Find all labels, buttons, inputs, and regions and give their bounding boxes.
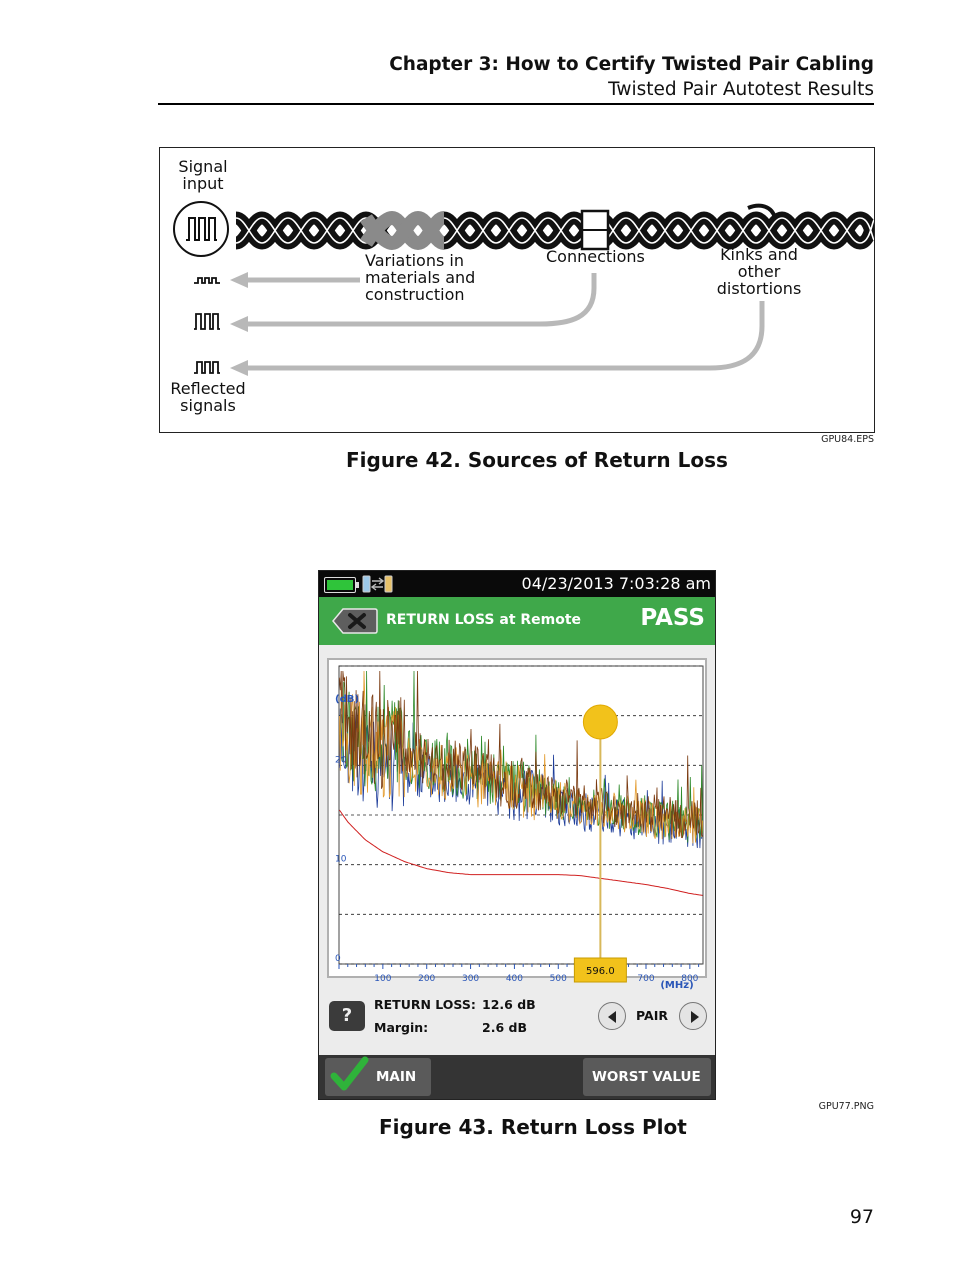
- prev-pair-button[interactable]: [598, 1002, 626, 1030]
- arrow-left-icon: [599, 1003, 627, 1031]
- figure-return-loss-sources: [159, 147, 875, 433]
- x-tick-label: 200: [418, 974, 436, 984]
- page-number: 97: [849, 1206, 874, 1228]
- chapter-title: Chapter 3: How to Certify Twisted Pair Cabling: [389, 54, 874, 75]
- arrowheads: [230, 272, 248, 376]
- back-button[interactable]: [331, 607, 379, 635]
- figure43-file-tag: GPU77.PNG: [818, 1101, 874, 1112]
- main-button[interactable]: MAIN: [325, 1058, 431, 1096]
- connections-label: Connections: [546, 247, 645, 266]
- plot-canvas: [329, 660, 705, 996]
- signal-input-icon: [174, 202, 228, 256]
- battery-icon: [324, 577, 356, 593]
- return-loss-value: 12.6 dB: [482, 997, 536, 1012]
- next-pair-button[interactable]: [679, 1002, 707, 1030]
- pair-label: PAIR: [636, 1008, 668, 1023]
- x-unit-label: (MHz): [660, 980, 694, 991]
- return-loss-label: RETURN LOSS:: [374, 997, 476, 1012]
- cursor-handle: [583, 705, 617, 739]
- variations-label: Variations in materials and construction: [365, 251, 476, 304]
- x-tick-label: 800: [681, 974, 699, 984]
- figure42-file-tag: GPU84.EPS: [821, 434, 874, 445]
- remote-link-icon: [362, 575, 394, 593]
- return-loss-plot[interactable]: [327, 658, 707, 991]
- y-tick-label: 0: [335, 954, 341, 964]
- reflection-arrows: [244, 273, 762, 368]
- reflected-signal-icons: [194, 278, 220, 373]
- help-button[interactable]: ?: [329, 1001, 365, 1031]
- x-tick-label: 300: [461, 974, 480, 984]
- margin-value: 2.6 dB: [482, 1020, 527, 1035]
- y-tick-label: 20: [335, 755, 347, 766]
- date-time: 04/23/2013 7:03:28 am: [521, 574, 711, 593]
- worst-value-button[interactable]: WORST VALUE: [583, 1058, 711, 1096]
- arrow-right-icon: [680, 1003, 708, 1031]
- checkmark-icon: [329, 1054, 369, 1094]
- reflected-signals-label: Reflected signals: [170, 379, 246, 415]
- y-unit-label: (dB): [335, 694, 359, 705]
- x-tick-label: 100: [374, 974, 392, 984]
- title-bar: [319, 597, 715, 645]
- section-title: Twisted Pair Autotest Results: [608, 79, 874, 100]
- twisted-pair-cable: [236, 206, 874, 249]
- pass-status: PASS: [640, 605, 705, 631]
- margin-label: Margin:: [374, 1020, 429, 1035]
- x-tick-label: 500: [549, 974, 567, 984]
- signal-input-label: Signal input: [178, 157, 228, 193]
- y-tick-label: 10: [335, 854, 347, 865]
- softkey-bar: [319, 1055, 715, 1099]
- connector-block: [582, 211, 608, 249]
- kinks-label: Kinks and other distortions: [716, 245, 802, 298]
- status-bar: [319, 571, 715, 597]
- x-tick-label: 700: [637, 974, 655, 984]
- figure42-caption: Figure 42. Sources of Return Loss: [346, 448, 728, 472]
- figure43-caption: Figure 43. Return Loss Plot: [379, 1115, 687, 1139]
- header-rule: [158, 103, 874, 105]
- cursor-readout: 596.0: [586, 966, 615, 977]
- x-tick-label: 400: [505, 974, 524, 984]
- screen-title: RETURN LOSS at Remote: [386, 612, 582, 628]
- tester-screen: [318, 570, 716, 1100]
